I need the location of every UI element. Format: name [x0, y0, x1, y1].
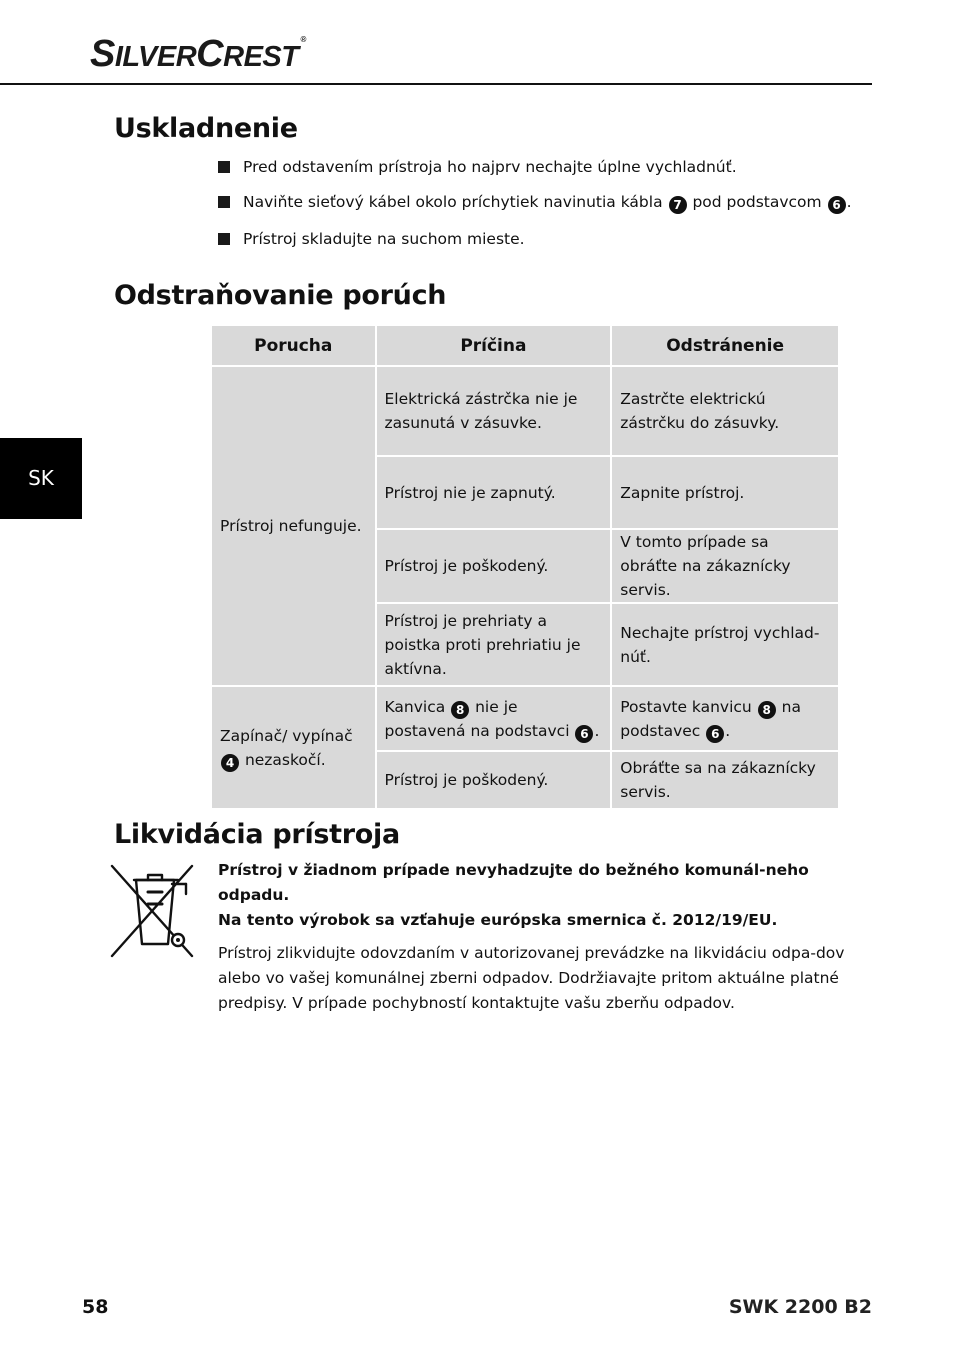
reference-number-badge: 6 — [828, 196, 846, 214]
list-item: Pred odstavením prístroja ho najprv nechajte úplne vychladnúť. — [218, 157, 858, 177]
disposal-directive: Na tento výrobok sa vzťahuje európska smernica č. 2012/19/EU. — [218, 911, 778, 929]
troubleshooting-heading: Odstraňovanie porúch — [114, 280, 447, 311]
remedy-cell: Nechajte prístroj vychlad-núť. — [612, 604, 838, 685]
reference-number-badge: 8 — [451, 701, 469, 719]
remedy-cell: V tomto prípade sa obráťte na zákaznícky servis. — [612, 530, 838, 602]
bullet-square-icon — [218, 233, 230, 245]
header-divider — [0, 83, 872, 85]
fault-cell: Prístroj nefunguje. — [212, 367, 375, 685]
column-header-cause: Príčina — [377, 326, 611, 365]
table-header-row — [212, 326, 838, 365]
disposal-warning: Prístroj v žiadnom prípade nevyhadzujte do bežného komunál-neho odpadu. — [218, 861, 809, 904]
reference-number-badge: 7 — [669, 196, 687, 214]
cause-cell: Elektrická zástrčka nie je zasunutá v zásuvke. — [377, 367, 611, 455]
bullet-square-icon — [218, 161, 230, 173]
disposal-heading: Likvidácia prístroja — [114, 819, 400, 850]
remedy-cell: Postavte kanvicu 8 na podstavec 6 . — [612, 687, 838, 750]
column-header-remedy: Odstránenie — [612, 326, 838, 365]
bullet-square-icon — [218, 196, 230, 208]
table-row — [212, 367, 838, 455]
page-number: 58 — [82, 1296, 109, 1318]
reference-number-badge: 4 — [221, 754, 239, 772]
cause-cell: Prístroj je poškodený. — [377, 530, 611, 602]
column-header-fault: Porucha — [212, 326, 375, 365]
brand-logo: SILVERCREST® — [90, 33, 306, 75]
cause-cell: Prístroj je prehriaty a poistka proti prehriatiu je aktívna. — [377, 604, 611, 685]
fault-cell: Zapínač/ vypínač 4 nezaskočí. — [212, 687, 375, 808]
table-row — [212, 687, 838, 750]
list-item: Naviňte sieťový kábel okolo príchytiek navinutia kábla 7 pod podstavcom 6 . — [218, 192, 858, 214]
remedy-cell: Zapnite prístroj. — [612, 457, 838, 528]
list-item: Prístroj skladujte na suchom mieste. — [218, 229, 858, 249]
cause-cell: Prístroj je poškodený. — [377, 752, 611, 808]
reference-number-badge: 6 — [706, 725, 724, 743]
language-tab: SK — [0, 438, 82, 519]
crossed-out-wheelie-bin-icon — [108, 862, 196, 960]
disposal-instructions: Prístroj zlikvidujte odovzdaním v autorizovanej prevádzke na likvidáciu odpa-dov alebo vo vašej komunálnej zberni odpadov. Dodržiavajte pritom aktuálne platné predpisy. V prípade pochybností kontaktujte vašu zberňu odpadov. — [218, 944, 845, 1012]
storage-heading: Uskladnenie — [114, 113, 298, 144]
cause-cell: Prístroj nie je zapnutý. — [377, 457, 611, 528]
reference-number-badge: 8 — [758, 701, 776, 719]
model-number: SWK 2200 B2 — [728, 1296, 872, 1318]
cause-cell: Kanvica 8 nie je postavená na podstavci 6 . — [377, 687, 611, 750]
remedy-cell: Zastrčte elektrickú zástrčku do zásuvky. — [612, 367, 838, 455]
remedy-cell: Obráťte sa na zákaznícky servis. — [612, 752, 838, 808]
disposal-text — [218, 858, 848, 1016]
storage-bullet-list — [218, 157, 858, 264]
troubleshooting-table — [210, 324, 840, 810]
reference-number-badge: 6 — [575, 725, 593, 743]
